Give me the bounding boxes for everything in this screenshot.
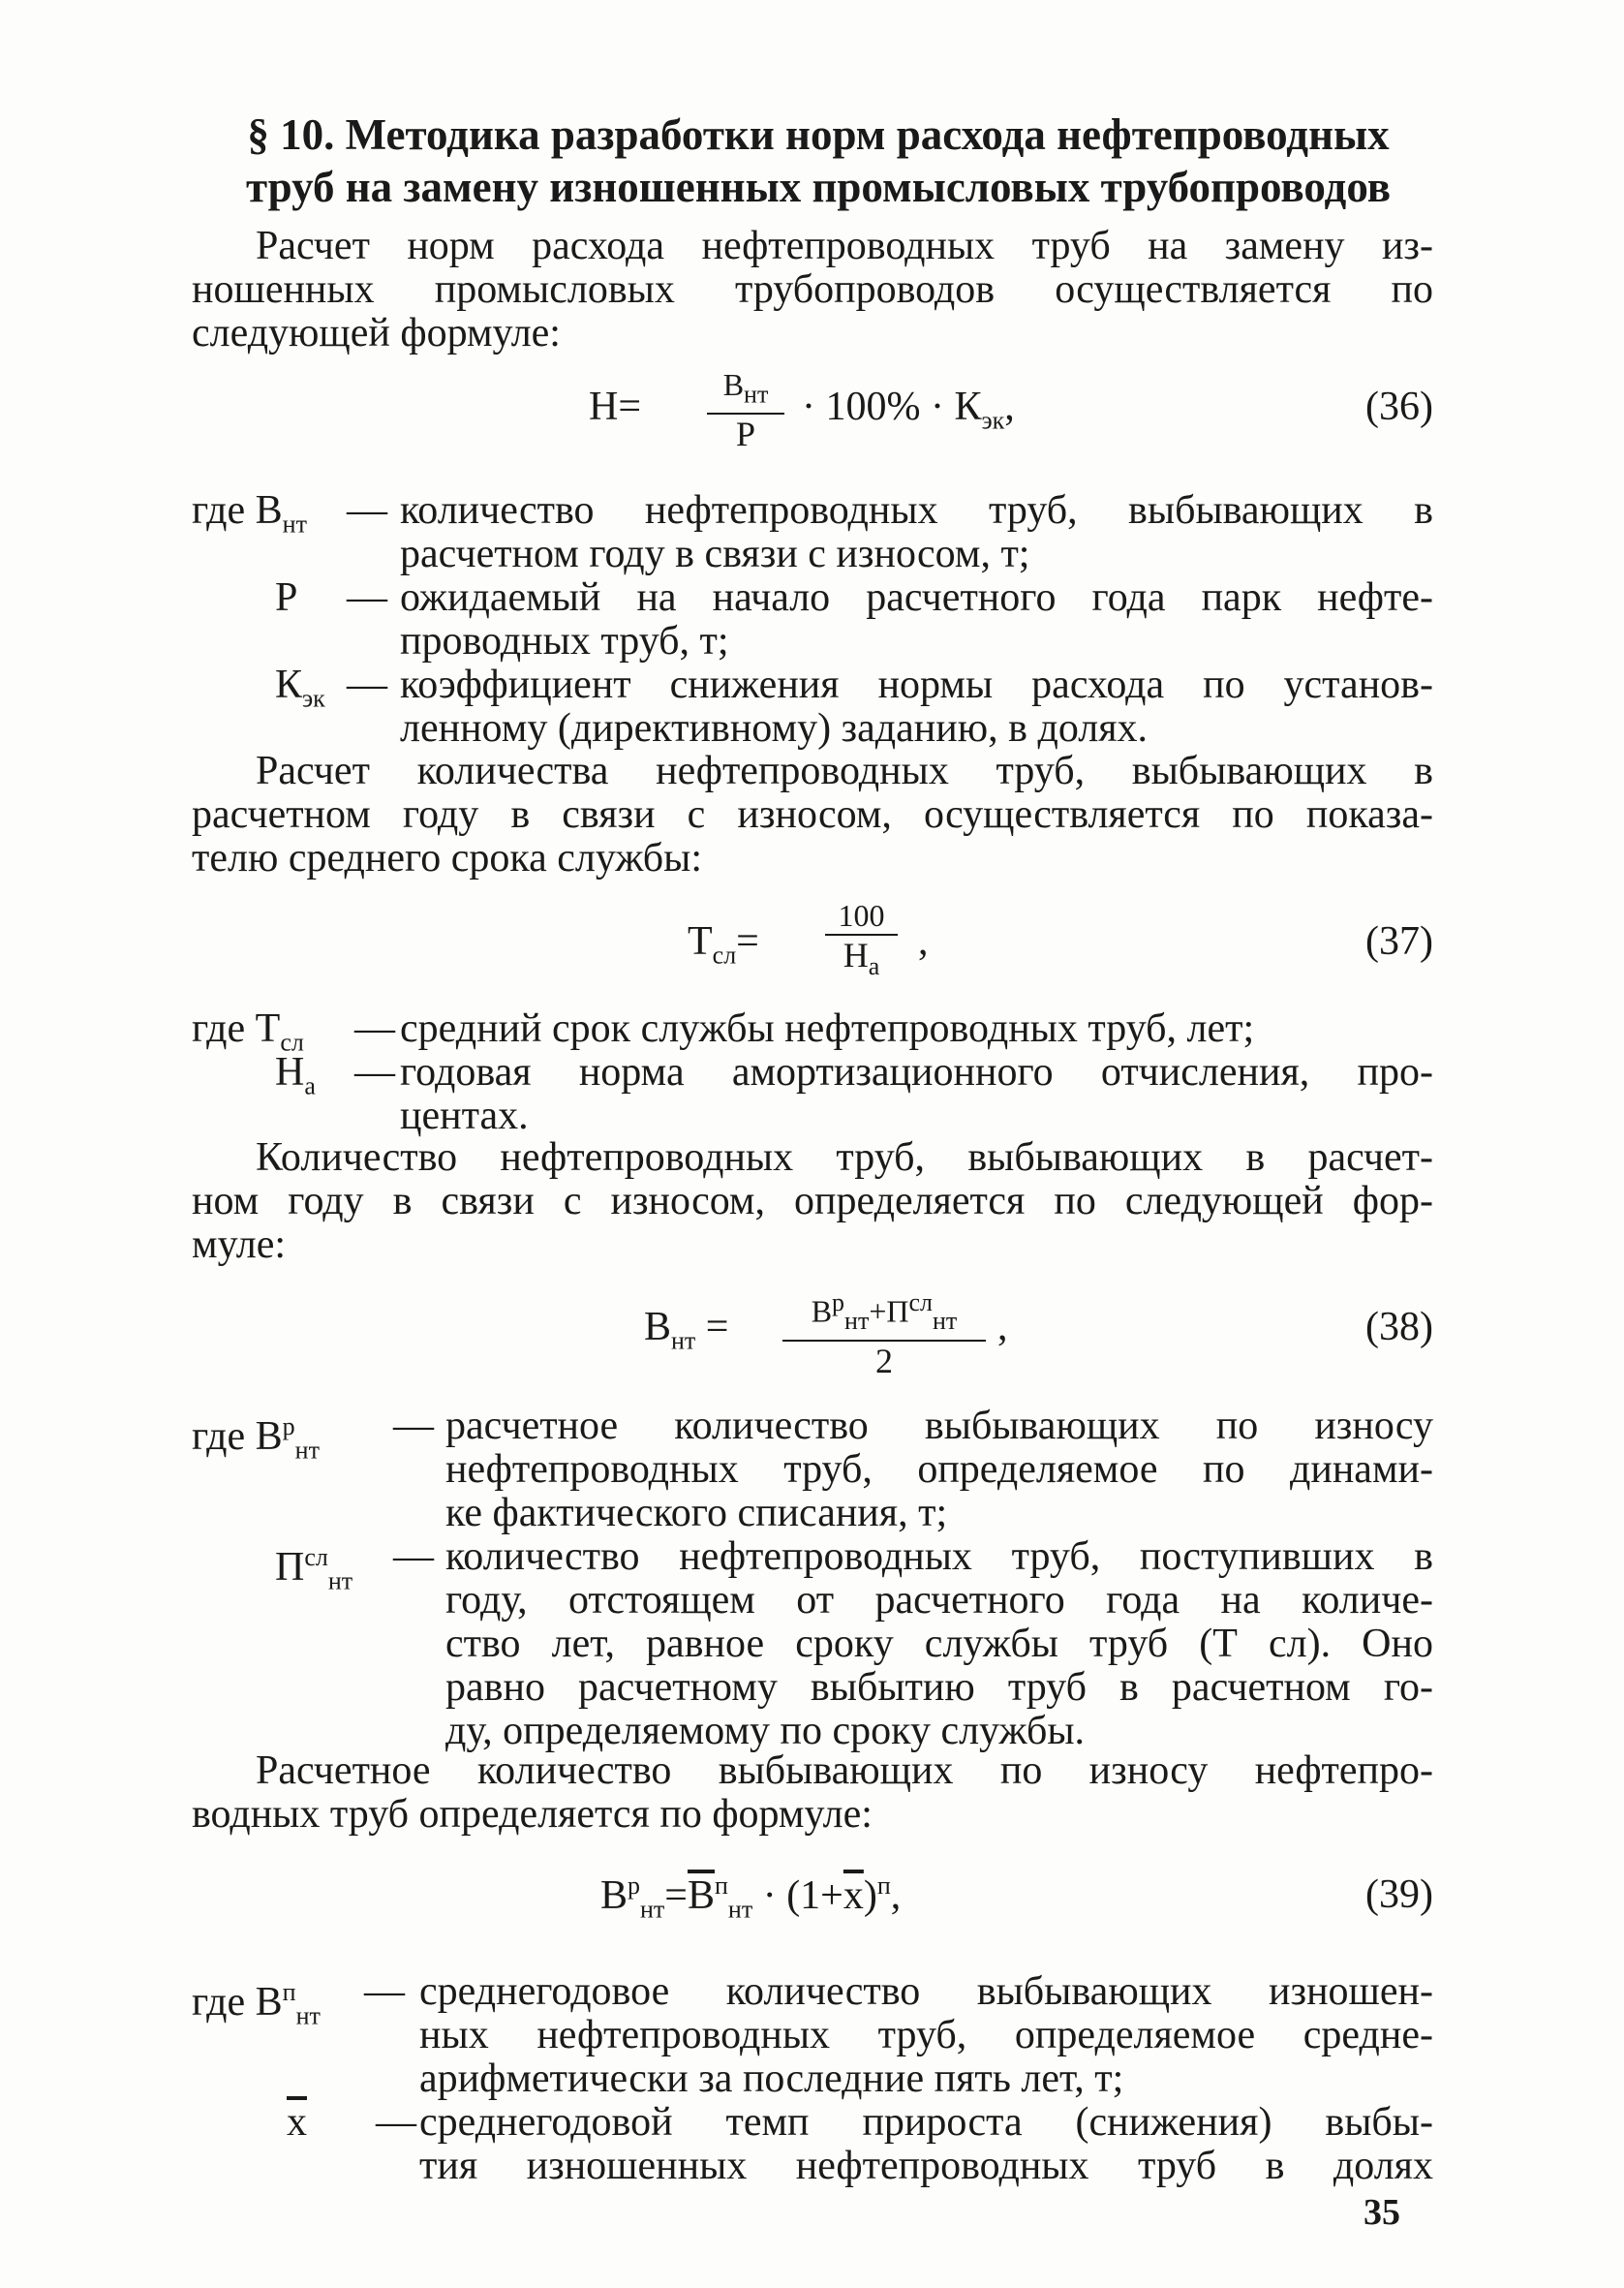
fraction-numerator: 100 xyxy=(838,898,885,933)
definition-text: ожидаемый на начало расчетного года парк нефте- проводных труб, т; xyxy=(400,575,1433,664)
definitions-3 xyxy=(192,1405,1436,1763)
definition-text: количество нефтепроводных труб, поступивших в году, отстоящем от расчетного года на количе- ство лет, равное сроку службы труб (Т сл). Оно равно расчетному выбытию труб в расчетном го- ду, определяемому по сроку службы. xyxy=(445,1534,1433,1753)
paragraph-1 xyxy=(192,225,1433,356)
definition-dash: — xyxy=(364,1969,405,2014)
definition-text: годовая норма амортизационного отчисления, про- центах. xyxy=(400,1050,1433,1138)
definition-term: где $В^р_{нт}$ xyxy=(192,1412,320,1465)
formula-36 xyxy=(542,356,1433,463)
formula-37 xyxy=(542,891,1433,998)
formula-lhs: Н= xyxy=(589,385,642,429)
definition-text: среднегодовой темп прироста (снижения) выбы- тия изношенных нефтепроводных труб в долях xyxy=(419,2100,1433,2188)
formula-number: (37) xyxy=(1365,919,1433,964)
formula-number: (38) xyxy=(1365,1305,1433,1349)
definition-dash: — xyxy=(347,488,387,533)
definition-term: где $В^п_{нт}$ xyxy=(192,1978,321,2030)
formula-fraction xyxy=(707,366,784,453)
page-number: 35 xyxy=(1364,2192,1400,2233)
paragraph-3: Количество нефтепроводных труб, выбывающих в расчет- ном году в связи с износом, определяется по следующей фор- муле: xyxy=(192,1135,1433,1267)
formula-lhs: $Т_{сл}=$ xyxy=(688,919,759,970)
definition-text: средний срок службы нефтепроводных труб, лет; xyxy=(400,1006,1255,1051)
formula-lhs: $В_{нт}$ = xyxy=(644,1305,729,1355)
formula-fraction xyxy=(825,897,898,986)
definition-dash: — xyxy=(347,575,387,620)
fraction-numerator: В xyxy=(722,367,745,402)
formula-fraction xyxy=(782,1284,986,1380)
definition-term: х xyxy=(287,2100,307,2145)
definition-dash: — xyxy=(354,1006,395,1051)
definition-term: $П^{сл}_{нт}$ xyxy=(275,1543,353,1595)
definition-term: где $В_{нт}$ xyxy=(192,488,307,539)
fraction-denominator: $Н_а$ xyxy=(843,936,880,981)
fraction-numerator: $В^р_{нт}+П^{сл}_{нт}$ xyxy=(811,1288,958,1336)
definitions-4 xyxy=(192,1970,1436,2193)
definitions-2 xyxy=(192,1007,1436,1143)
formula-rest: · $100\% \cdot К_{эк}$, xyxy=(802,385,1015,435)
definition-text: коэффициент снижения нормы расхода по установ- ленному (директивному) заданию, в долях. xyxy=(400,663,1433,751)
paragraph-4: Расчетное количество выбывающих по износу нефтепро- водных труб определяется по формуле: xyxy=(192,1748,1433,1837)
definition-dash: — xyxy=(376,2100,416,2145)
formula-number: (39) xyxy=(1365,1872,1433,1917)
paragraph-line: Расчет норм расхода нефтепроводных труб на замену из- xyxy=(256,224,1433,268)
definition-dash: — xyxy=(393,1404,434,1448)
formula-number: (36) xyxy=(1365,385,1433,429)
formula-38 xyxy=(542,1277,1433,1383)
definition-term: $Н_а$ xyxy=(275,1050,316,1100)
definitions-1 xyxy=(192,489,1436,751)
fraction-denominator: 2 xyxy=(875,1342,893,1381)
heading-line-2: труб на замену изношенных промысловых трубопроводов xyxy=(246,163,1391,211)
fraction-denominator: Р xyxy=(735,415,756,454)
paragraph-line: ношенных промысловых трубопроводов осуществляется по xyxy=(192,267,1433,312)
definition-term: где $Т_{сл}$ xyxy=(192,1006,304,1057)
section-heading xyxy=(199,108,1438,213)
paragraph-line: следующей формуле: xyxy=(192,311,561,356)
definition-dash: — xyxy=(347,663,387,707)
heading-line-1: § 10. Методика разработки норм расхода нефтепроводных xyxy=(247,110,1390,159)
definition-dash: — xyxy=(354,1050,395,1095)
definition-term: $К_{эк}$ xyxy=(275,663,325,713)
definition-text: расчетное количество выбывающих по износу нефтепроводных труб, определяемое по динами- ке фактического списания, т; xyxy=(445,1404,1433,1535)
formula-punctuation: , xyxy=(997,1305,1008,1349)
definition-dash: — xyxy=(393,1534,434,1579)
formula-expression: $В^р_{нт}=В^п_{нт} \cdot (1+х)^п$, xyxy=(600,1871,902,1924)
definition-term: Р xyxy=(275,575,298,620)
definition-text: количество нефтепроводных труб, выбывающих в расчетном году в связи с износом, т; xyxy=(400,488,1433,576)
subscript: нт xyxy=(744,380,769,409)
formula-39 xyxy=(542,1844,1433,1951)
formula-punctuation: , xyxy=(918,919,929,964)
paragraph-2: Расчет количества нефтепроводных труб, выбывающих в расчетном году в связи с износом, осуществляется по показа- телю среднего срока службы: xyxy=(192,749,1433,881)
definition-text: среднегодовое количество выбывающих изношен- ных нефтепроводных труб, определяемое средне- арифметически за последние пять лет, т; xyxy=(419,1969,1433,2101)
